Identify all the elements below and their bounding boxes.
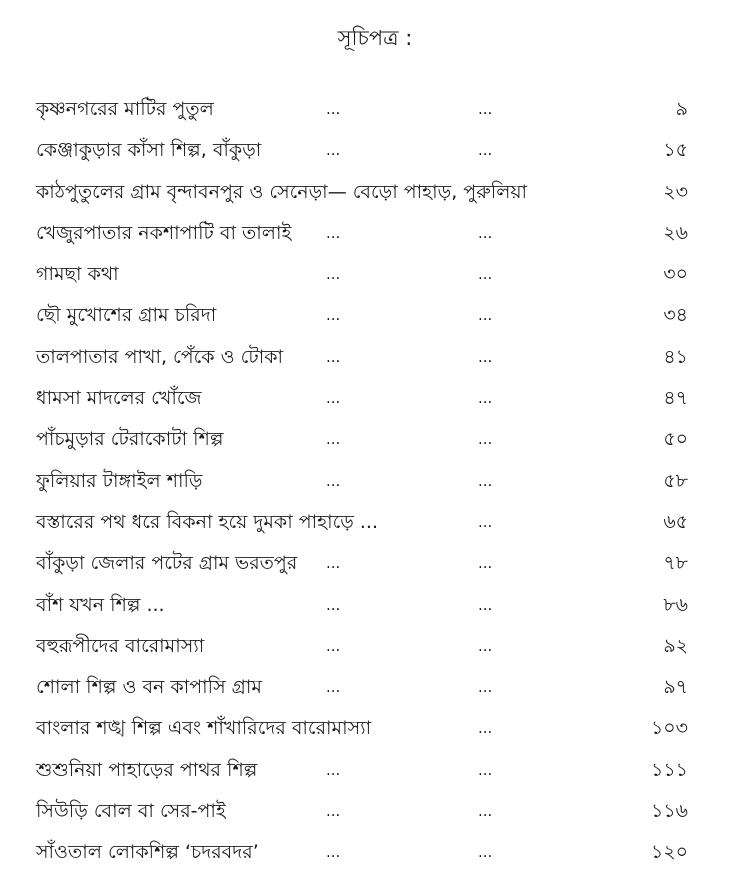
toc-entry-leader: ... <box>478 265 493 284</box>
toc-entry-title: বাঁকুড়া জেলার পটের গ্রাম ভরতপুর <box>36 552 298 575</box>
toc-entry-leader: ... <box>478 306 493 325</box>
toc-entry-leader: ... <box>478 512 493 531</box>
toc-entry <box>0 423 750 464</box>
toc-entry-leader: ... <box>478 802 493 821</box>
toc-entry-title: কৃষ্ণনগরের মাটির পুতুল <box>36 98 214 120</box>
toc-entry-page-number: ২৬ <box>663 221 688 244</box>
toc-entry-page-number: ৬৫ <box>663 510 688 533</box>
toc-entry <box>0 176 750 217</box>
toc-entry-title: বহুরূপীদের বারোমাস্যা <box>36 634 205 657</box>
toc-entry-leader: ... <box>478 678 493 697</box>
toc-entry-page-number: ৪১ <box>663 345 688 368</box>
toc-entry-page-number: ৪৭ <box>663 387 688 410</box>
toc-entry-leader: ... <box>326 265 341 284</box>
toc-entry-leader: ... <box>478 471 493 490</box>
toc-entry-leader: ... <box>326 100 341 118</box>
toc-entry-leader: ... <box>478 430 493 449</box>
toc-entry-title: খেজুরপাতার নকশাপাটি বা তালাই <box>36 221 292 244</box>
toc-entry-title: কাঠপুতুলের গ্রাম বৃন্দাবনপুর ও সেনেড়া— বেড়ো পাহাড়, পুরুলিয়া <box>36 180 528 203</box>
toc-entry <box>0 134 750 175</box>
toc-entry <box>0 630 750 671</box>
toc-entry-page-number: ৭৮ <box>663 552 688 575</box>
toc-entry <box>0 299 750 340</box>
toc-entry-page-number: ৮৬ <box>663 593 688 616</box>
toc-entry-leader: ... <box>326 223 341 242</box>
toc-entry-leader: ... <box>326 430 341 449</box>
toc-entry-leader: ... <box>326 347 341 366</box>
toc-entry-leader: ... <box>326 471 341 490</box>
toc-entry-title: ধামসা মাদলের খোঁজে <box>36 387 202 410</box>
toc-entry <box>0 258 750 299</box>
toc-entry <box>0 712 750 753</box>
toc-entry-page-number: ১২০ <box>650 841 688 864</box>
toc-entry-page-number: ২৩ <box>663 180 688 203</box>
toc-entry-leader: ... <box>326 802 341 821</box>
toc-entry-leader: ... <box>478 636 493 655</box>
toc-entry-page-number: ১১৬ <box>650 800 688 823</box>
toc-entry-title: তালপাতার পাখা, পেঁকে ও টোকা <box>36 345 284 368</box>
toc-entry-title: বাঁশ যখন শিল্প ... <box>36 593 165 616</box>
toc-entry <box>0 506 750 547</box>
toc-entry-leader: ... <box>478 223 493 242</box>
toc-entry-leader: ... <box>326 678 341 697</box>
toc-entry-leader: ... <box>478 760 493 779</box>
toc-entry <box>0 754 750 795</box>
toc-entry <box>0 93 750 134</box>
toc-entry-page-number: ৯ <box>675 98 688 120</box>
toc-entry <box>0 795 750 836</box>
toc-entry-title: পাঁচমুড়ার টেরাকোটা শিল্প <box>36 428 224 451</box>
toc-entry <box>0 836 750 877</box>
page-title: সূচিপত্র : <box>337 26 413 50</box>
toc-entry <box>0 341 750 382</box>
toc-entry-page-number: ১৫ <box>663 139 688 162</box>
toc-entry-leader: ... <box>326 595 341 614</box>
toc-entry-page-number: ৩০ <box>663 263 688 286</box>
toc-entry-title: সাঁওতাল লোকশিল্প ‘চদরবদর’ <box>36 841 259 864</box>
toc-entry-title: সিউড়ি বোল বা সের-পাই <box>36 800 226 823</box>
toc-entry-title: ছৌ মুখোশের গ্রাম চরিদা <box>36 304 217 327</box>
toc-entry-page-number: ৩৪ <box>663 304 688 327</box>
toc-entry-page-number: ৫৮ <box>663 469 688 492</box>
toc-entry-leader: ... <box>326 554 341 573</box>
toc-entry-title: শুশুনিয়া পাহাড়ের পাথর শিল্প <box>36 758 258 781</box>
toc-entry-leader: ... <box>478 141 493 160</box>
toc-entry-leader: ... <box>478 389 493 408</box>
toc-entry <box>0 382 750 423</box>
table-of-contents <box>0 93 750 878</box>
toc-entry-leader: ... <box>478 100 493 118</box>
toc-entry-leader: ... <box>478 719 493 738</box>
toc-entry-title: বাংলার শঙ্খ শিল্প এবং শাঁখারিদের বারোমাস্যা <box>36 717 372 740</box>
toc-entry-title: ফুলিয়ার টাঙ্গাইল শাড়ি <box>36 469 203 492</box>
toc-entry <box>0 547 750 588</box>
toc-entry-page-number: ৯২ <box>663 634 688 657</box>
toc-entry-title: বস্তারের পথ ধরে বিকনা হয়ে দুমকা পাহাড়ে ... <box>36 510 379 533</box>
toc-entry-leader: ... <box>326 141 341 160</box>
toc-entry-title: গামছা কথা <box>36 263 119 286</box>
toc-entry-leader: ... <box>478 595 493 614</box>
toc-entry-leader: ... <box>478 554 493 573</box>
toc-entry-page-number: ৫০ <box>663 428 688 451</box>
toc-entry-leader: ... <box>326 389 341 408</box>
toc-entry-leader: ... <box>326 760 341 779</box>
toc-entry-title: কেঞ্জাকুড়ার কাঁসা শিল্প, বাঁকুড়া <box>36 139 262 162</box>
toc-entry-leader: ... <box>326 636 341 655</box>
toc-entry-leader: ... <box>478 843 493 862</box>
toc-entry-leader: ... <box>478 347 493 366</box>
toc-entry <box>0 589 750 630</box>
toc-entry-leader: ... <box>326 306 341 325</box>
toc-entry <box>0 217 750 258</box>
toc-entry-leader: ... <box>326 843 341 862</box>
toc-entry-page-number: ১১১ <box>651 758 688 781</box>
toc-entry <box>0 671 750 712</box>
toc-entry <box>0 465 750 506</box>
toc-entry-page-number: ৯৭ <box>663 676 688 699</box>
toc-entry-title: শোলা শিল্প ও বন কাপাসি গ্রাম <box>36 676 262 699</box>
toc-entry-page-number: ১০৩ <box>650 717 688 740</box>
